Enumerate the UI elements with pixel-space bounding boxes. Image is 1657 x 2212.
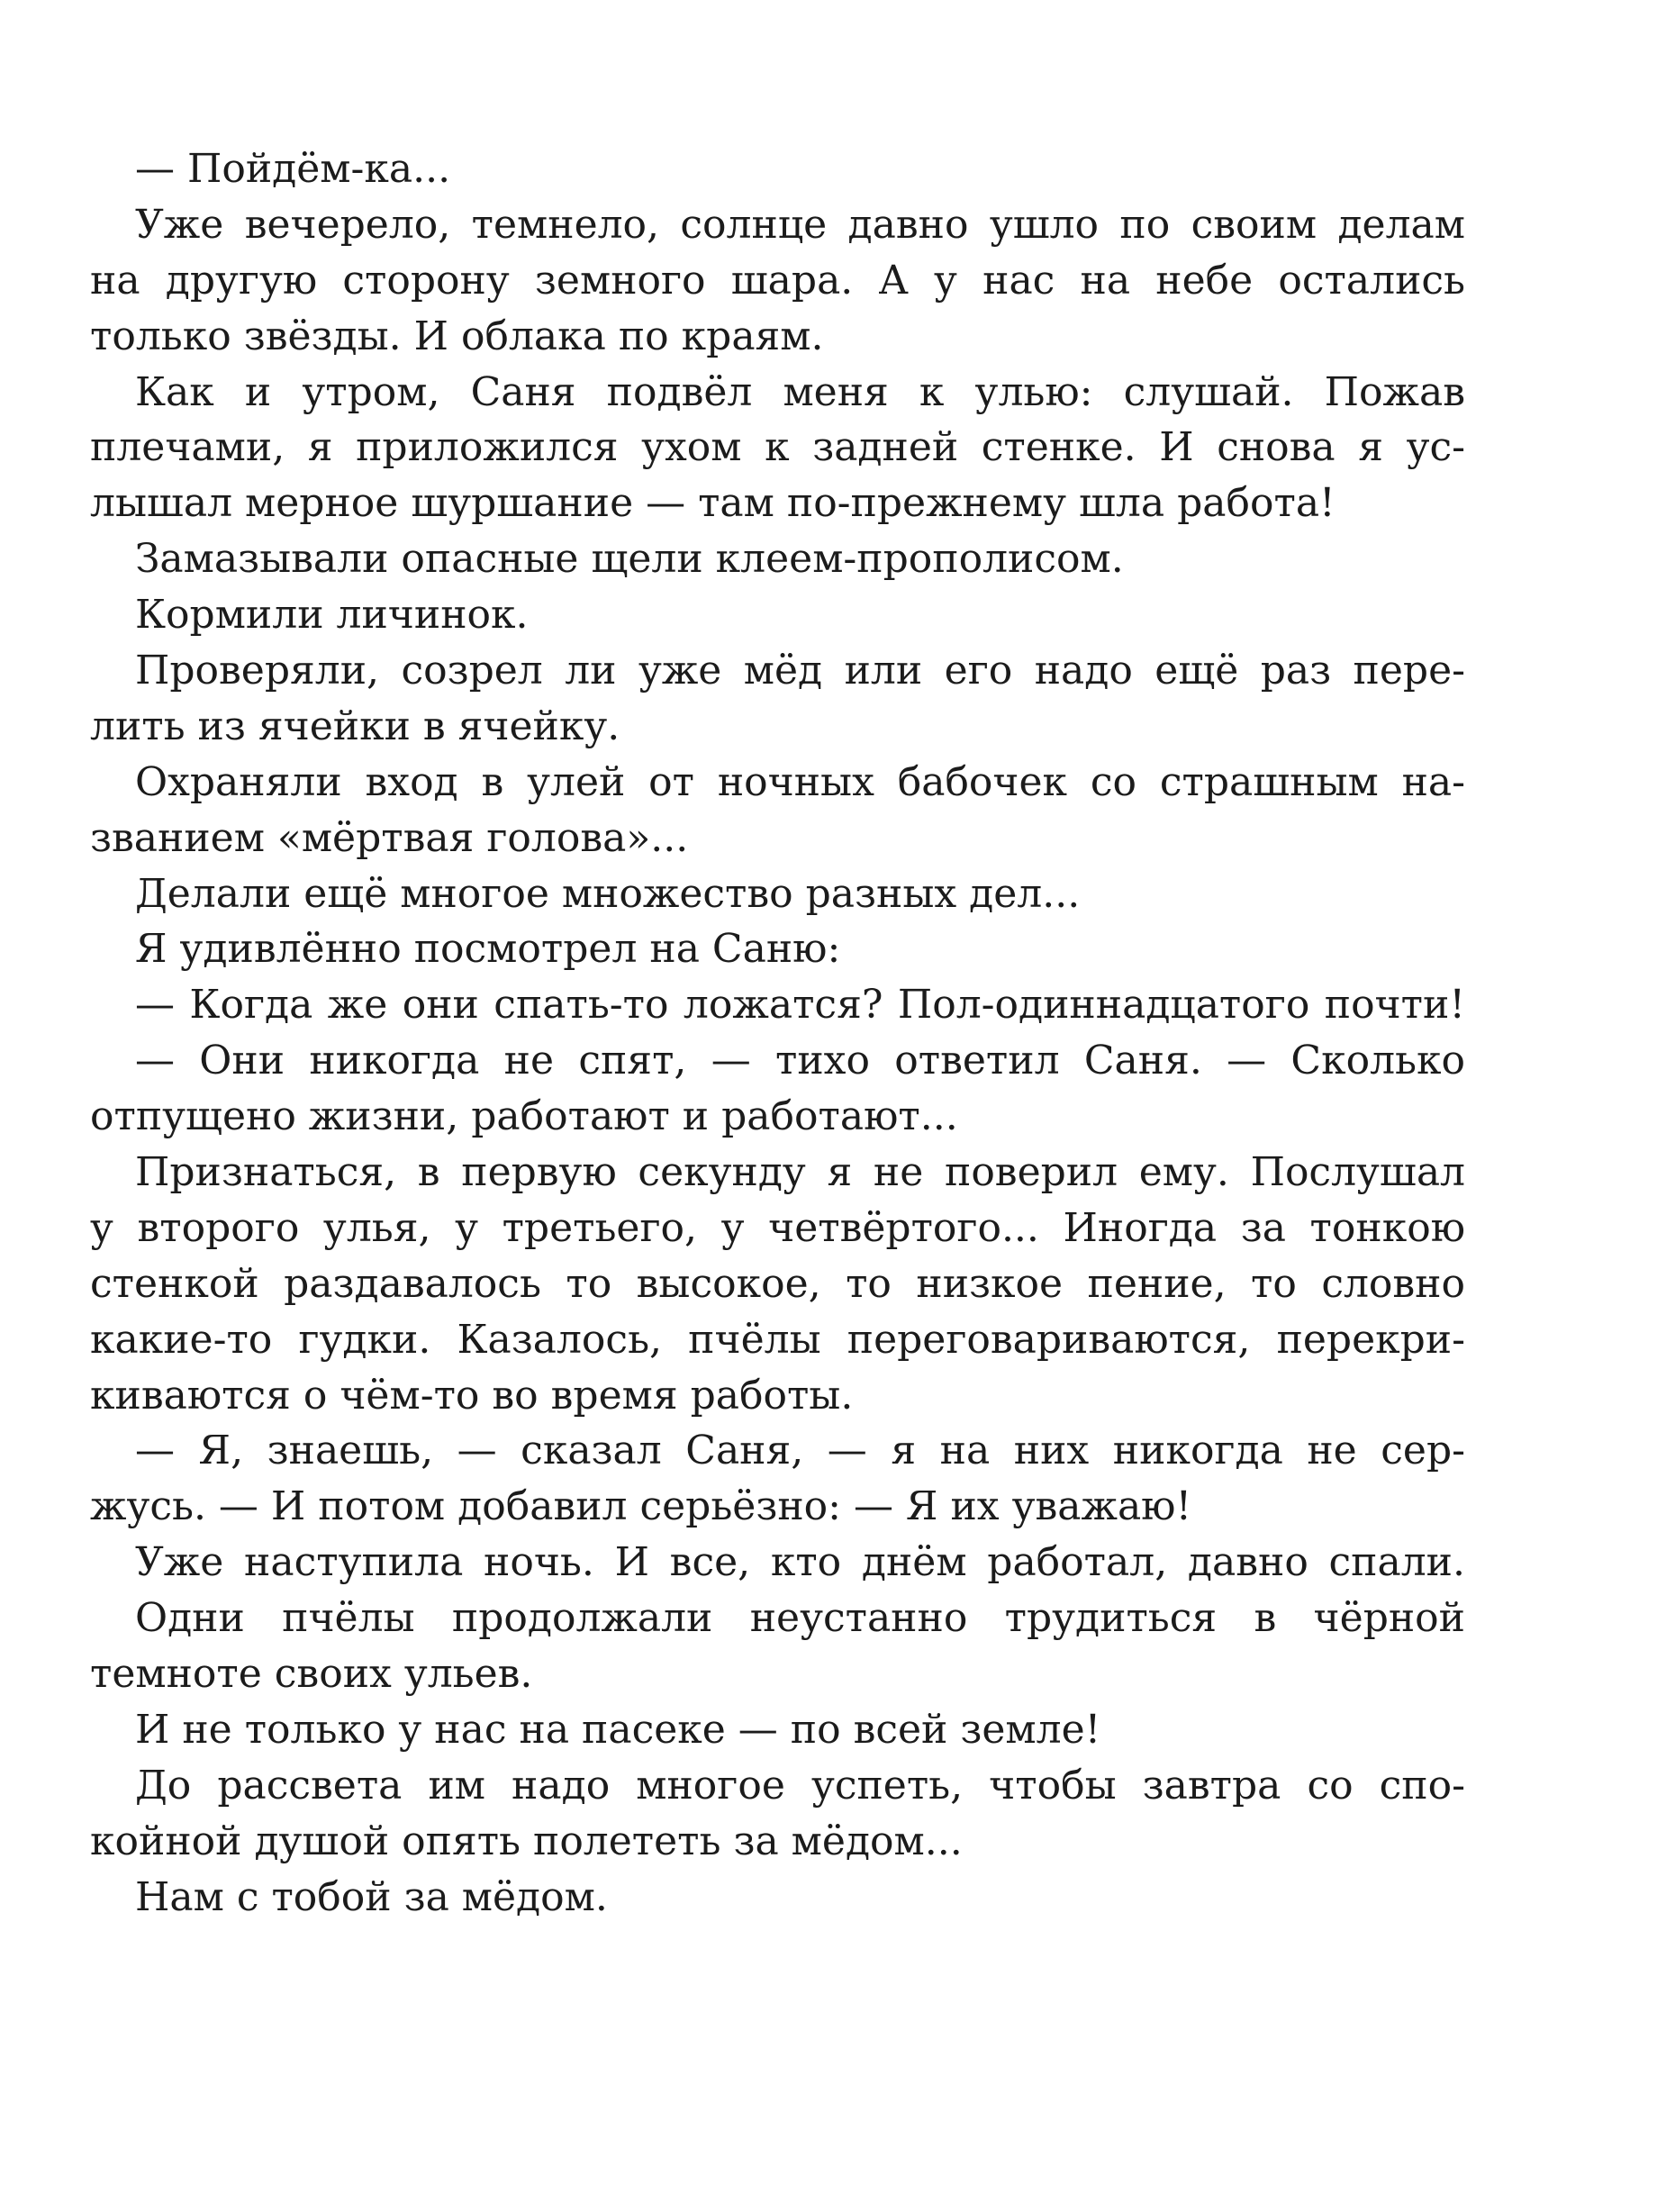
text-line: Проверяли, созрел ли уже мёд или его надо ещё раз пере- (135, 648, 1465, 694)
text-line: Кормили личинок. (135, 592, 529, 639)
text-line: жусь. — И потом добавил серьёзно: — Я их уважаю! (90, 1483, 1192, 1530)
text-line: Я удивлённо посмотрел на Саню: (135, 926, 841, 973)
text-line: — Когда же они спать-то ложатся? Пол-одиннадцатого почти! (135, 982, 1465, 1029)
text-line: Уже вечерело, темнело, солнце давно ушло по своим делам (135, 201, 1465, 248)
text-line: Уже наступила ночь. И все, кто днём работал, давно спали. (135, 1539, 1465, 1586)
text-line: Одни пчёлы продолжали неустанно трудиться в чёрной (135, 1595, 1465, 1642)
page-text (90, 141, 1465, 1926)
text-line: у второго улья, у третьего, у четвёртого... Иногда за тонкою (90, 1204, 1465, 1251)
text-line: лить из ячейки в ячейку. (90, 703, 620, 749)
text-line: Нам с тобой за мёдом. (135, 1873, 608, 1920)
text-line: И не только у нас на пасеке — по всей земле! (135, 1706, 1101, 1753)
text-line: Как и утром, Саня подвёл меня к улью: слушай. Пожав (135, 368, 1465, 415)
text-line: Охраняли вход в улей от ночных бабочек со страшным на- (135, 758, 1465, 805)
text-line: Делали ещё многое множество разных дел... (135, 870, 1081, 917)
text-line: плечами, я приложился ухом к задней стенке. И снова я ус- (90, 424, 1465, 471)
text-line: — Я, знаешь, — сказал Саня, — я на них никогда не сер- (135, 1428, 1465, 1474)
text-line: Признаться, в первую секунду я не поверил ему. Послушал (135, 1149, 1465, 1196)
text-line: стенкой раздавалось то высокое, то низкое пение, то словно (90, 1260, 1465, 1307)
text-line: какие-то гудки. Казалось, пчёлы переговариваются, перекри- (90, 1316, 1465, 1363)
text-line: только звёзды. И облака по краям. (90, 313, 824, 359)
text-line: лышал мерное шуршание — там по-прежнему шла работа! (90, 480, 1336, 527)
text-line: на другую сторону земного шара. А у нас на небе остались (90, 257, 1465, 304)
text-line: — Пойдём-ка... (135, 146, 451, 192)
text-line: койной душой опять полететь за мёдом... (90, 1818, 963, 1864)
text-line: темноте своих ульев. (90, 1651, 533, 1698)
text-line: До рассвета им надо многое успеть, чтобы завтра со спо- (135, 1762, 1465, 1809)
text-line: киваются о чём-то во время работы. (90, 1372, 854, 1419)
text-line: Замазывали опасные щели клеем-прополисом. (135, 536, 1124, 583)
text-line: — Они никогда не спят, — тихо ответил Саня. — Сколько (135, 1038, 1465, 1084)
text-line: отпущено жизни, работают и работают... (90, 1093, 958, 1140)
text-line: званием «мёртвая голова»... (90, 814, 689, 861)
